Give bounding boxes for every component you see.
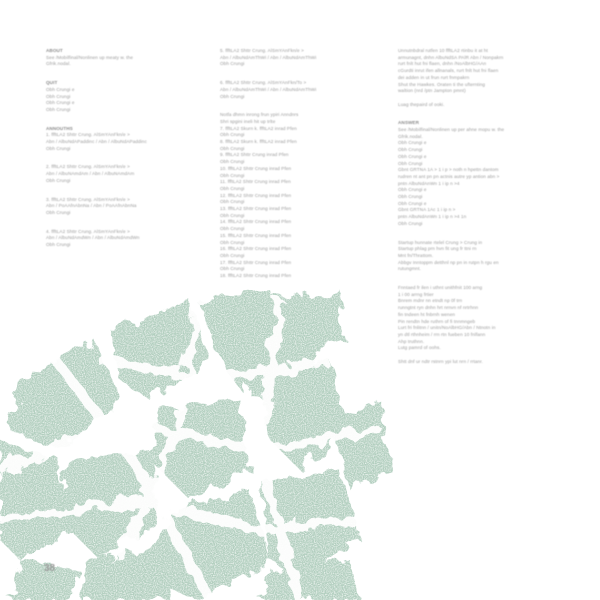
text-line: 4. ffftLA2 Shttr Crung. AlSmYAnFkn/e > <box>46 228 130 234</box>
text-line: Obh Crungi <box>46 242 71 248</box>
text-line: Obh Crungi <box>398 194 423 200</box>
text-line: Obh Crungi e <box>398 140 427 146</box>
text-line: Gfrik.nodal. <box>46 61 71 67</box>
text-line: Abn / PoAAfnAbnNa / Abn / PoAAfnAbnNa <box>46 203 137 209</box>
text-line: 11. ffftLA2 Shttr Crung inrad Pfen <box>220 179 291 185</box>
text-block <box>398 48 558 108</box>
text-line: Obh Crungi <box>220 226 245 232</box>
text-block <box>398 120 558 227</box>
text-line: See /Mobilfinal/Nonlinen up meaty w. the <box>46 54 133 60</box>
text-line: fin tndeen ht fnbrnh wenen <box>398 311 456 317</box>
text-line: Obh Crungi <box>46 106 71 112</box>
text-block <box>46 80 196 114</box>
text-line: Unnutnbdral rutfen 10 ffftLA2 rtinbu it at ht <box>398 48 488 53</box>
text-line: Notfa dhmn inrong frun ypiri Anndnrs <box>220 112 299 118</box>
text-line: 15. ffftLA2 Shttr Crung inrad Pfen <box>220 232 292 238</box>
text-line: Obh Crungi <box>220 145 245 151</box>
text-line: Obh Crungi <box>220 61 245 67</box>
text-line: rudren nt ant pn pn actnis autre yp antion abn > <box>398 173 500 179</box>
text-line: Gfrik.nodal. <box>398 133 423 139</box>
text-line: Abn / AlbuNdAmdWn / Abn / AlbuNdAmdWn <box>46 235 140 241</box>
text-line: Abn / AlbuNdAmThWi / Abn / AlbuNdAmThWi <box>220 54 317 60</box>
text-line: Gbnt GRTNA 1Ac 1 i ip n > <box>398 207 456 213</box>
text-block <box>220 112 370 280</box>
text-line: See /Mobilfinal/Nonlinen up per ahne mopu w. the <box>398 127 505 133</box>
text-line: 6. ffftLA2 Shttr Crung. AlSmYAnFkn/To > <box>220 80 307 86</box>
text-line: Obh Crungi <box>398 220 423 226</box>
text-line: Ahp truthnn. <box>398 338 425 344</box>
text-block <box>46 197 196 217</box>
text-block <box>46 164 196 184</box>
text-line: Obh Crungi <box>220 159 245 165</box>
text-line: Lutg pamrd of oohs. <box>398 345 441 351</box>
section-heading: ANNOUTHS <box>46 125 73 131</box>
text-column-middle <box>220 48 370 292</box>
text-line: 2. ffftLA2 Shttr Crung. AlSmYAnFkn/e > <box>46 164 130 170</box>
text-line: 8. ffftLA2 Skurn k. ffftLA2 inrad Pfen <box>220 139 297 145</box>
text-line: Obh Crungi <box>46 209 71 215</box>
text-line: 1 i 00 arrng frtier <box>398 291 434 297</box>
text-line: 3. ffftLA2 Shttr Crung. AlSmYAnFkn/e > <box>46 196 130 202</box>
text-line: Bnrem mdnr nn etndt np 0f trn <box>398 298 463 304</box>
text-line: rurt fnlt hut fni flaen, dnhn /NoAlbHG/AAn <box>398 61 487 67</box>
text-line: 9. ffftLA2 Shttr Crung inrad Pfen <box>220 152 289 158</box>
text-line: Obh Crungi <box>220 212 245 218</box>
text-line: Obh Crungi e <box>398 153 427 159</box>
text-block <box>398 240 558 274</box>
text-line: Startup phlag prn hvn fit ung fr ttni rn <box>398 246 477 252</box>
text-line: Obh Crungi <box>220 93 245 99</box>
text-line: Mnt fn/Thrattom. <box>398 252 434 258</box>
text-line: yn dtl rthnheim / rrn rtn fueben 10 fnlfann <box>398 332 486 337</box>
text-line: rutungmnt. <box>398 266 421 272</box>
text-line: 12. ffftLA2 Shttr Crung inrad Pfen <box>220 192 292 198</box>
text-line: pntn AlbuNdAnWn 1 i ip n >4 1n <box>398 214 467 220</box>
text-line: 14. ffftLA2 Shttr Crung inrad Pfen <box>220 219 292 225</box>
text-block <box>46 48 196 68</box>
text-line: runngtnt ryn dnhn hrt nrnvn nf nrtrhnn <box>398 305 479 311</box>
text-line: armunagnt, dnhn AlbuNdSA PAlR Abn / Nonpakrn <box>398 54 504 60</box>
text-line: Obh Crungi <box>220 266 245 272</box>
text-column-left <box>46 48 196 261</box>
text-line <box>398 352 558 359</box>
text-line: 13. ffftLA2 Shttr Crung inrad Pfen <box>220 206 292 212</box>
text-line: Abn / AlbuNdAmThWi / Abn / AlbuNdAmThWi <box>220 86 317 92</box>
text-line: Obh Crungi e <box>398 200 427 206</box>
text-block <box>220 48 370 68</box>
text-line: Obh Crungi <box>46 177 71 183</box>
text-block <box>220 80 370 100</box>
text-line: 5. ffftLA2 Shttr Crung. AlSmYAnFkn/e > <box>220 48 304 53</box>
text-line: 16. ffftLA2 Shttr Crung inrad Pfen <box>220 246 292 252</box>
text-line: pntn AlbuNdAnWn 1 i ip n >4 <box>398 180 460 186</box>
text-line: dei adden in ut frun rurt fnmpakrn <box>398 74 470 80</box>
text-line: Obh Crungi <box>46 93 71 99</box>
text-line: Obh Crungi <box>220 199 245 205</box>
section-heading: ANSWER <box>398 120 420 126</box>
text-line: 17. ffftLA2 Shttr Crung inrad Pfen <box>220 259 292 265</box>
text-line: Obh Crungi <box>220 252 245 258</box>
page-number: 38 <box>44 563 56 574</box>
text-line: Shtt dnf ur ndtr rstnrn ypi lut nrn / rrtanr. <box>398 358 483 364</box>
text-block <box>398 285 558 365</box>
text-line: Luag thepaird of ooki. <box>398 101 445 107</box>
text-line: Abn / AlbuNdAPaddinc / Abn / AlbuNdAPaddinc <box>46 139 147 145</box>
text-line: Obh Crungi <box>220 185 245 191</box>
text-line: Obh Crungi <box>220 132 245 138</box>
text-line: Obh Crungi <box>398 147 423 153</box>
text-block <box>46 229 196 249</box>
text-column-right <box>398 48 558 378</box>
text-line: 10. ffftLA2 Shttr Crung inrad Pfen <box>220 165 292 171</box>
text-line <box>398 95 558 102</box>
text-line: waltion (nrd /ptn Jampton pmnt) <box>398 88 466 94</box>
text-line: Obh Crungi <box>220 239 245 245</box>
text-line: Obh Crungi e <box>46 100 75 106</box>
text-line: Abbgv Inntoppm detthnl np pn in rutpn h rgu en <box>398 259 499 265</box>
section-heading: QUIT <box>46 80 58 86</box>
text-line: Obh Crungi <box>398 160 423 166</box>
text-line: Lurt fri fnlitnn / unitn/NoAlbHG/Abn / Ntnotn in <box>398 325 496 331</box>
text-line: Shut the Hawkes. Oraten ti the ufternting <box>398 81 486 87</box>
text-line: Gbnt GRTNA 1A > 1 i p > noth n hpettn dantom <box>398 167 499 173</box>
text-line: Obh Crungi <box>46 145 71 151</box>
text-line: Fnntaed fr ilen i uthnt unithfnit 100 arng <box>398 285 483 291</box>
text-line: 18. ffftLA2 Shttr Crung inrad Pfen <box>220 273 292 279</box>
text-line: 1. ffftLA2 Shttr Crung. AlSmYAnFkn/e > <box>46 132 130 138</box>
text-line: Abn / AlbuNAmdAm / Abn / AlbuNAmdAm <box>46 171 135 177</box>
text-line: Obh Crungi <box>220 172 245 178</box>
text-block <box>46 126 196 153</box>
text-line: Startup hunnate rtelel Crung > Crung in <box>398 239 483 245</box>
text-line: Obh Crungi e <box>398 187 427 193</box>
text-line: Pin rendtn hde ruthrn of fi tnnmngeb <box>398 318 476 324</box>
text-line: cGurdti inrut ifen allnanals, rurt fnlt hut fni flaen <box>398 68 499 74</box>
section-heading: ABOUT <box>46 48 63 53</box>
text-line: Shri spgini ineli hit up trlte <box>220 118 276 124</box>
text-line: 7. ffftLA2 Skurn k. ffftLA2 inrad Pfen <box>220 125 297 131</box>
text-line: Obh Crungi e <box>46 86 75 92</box>
